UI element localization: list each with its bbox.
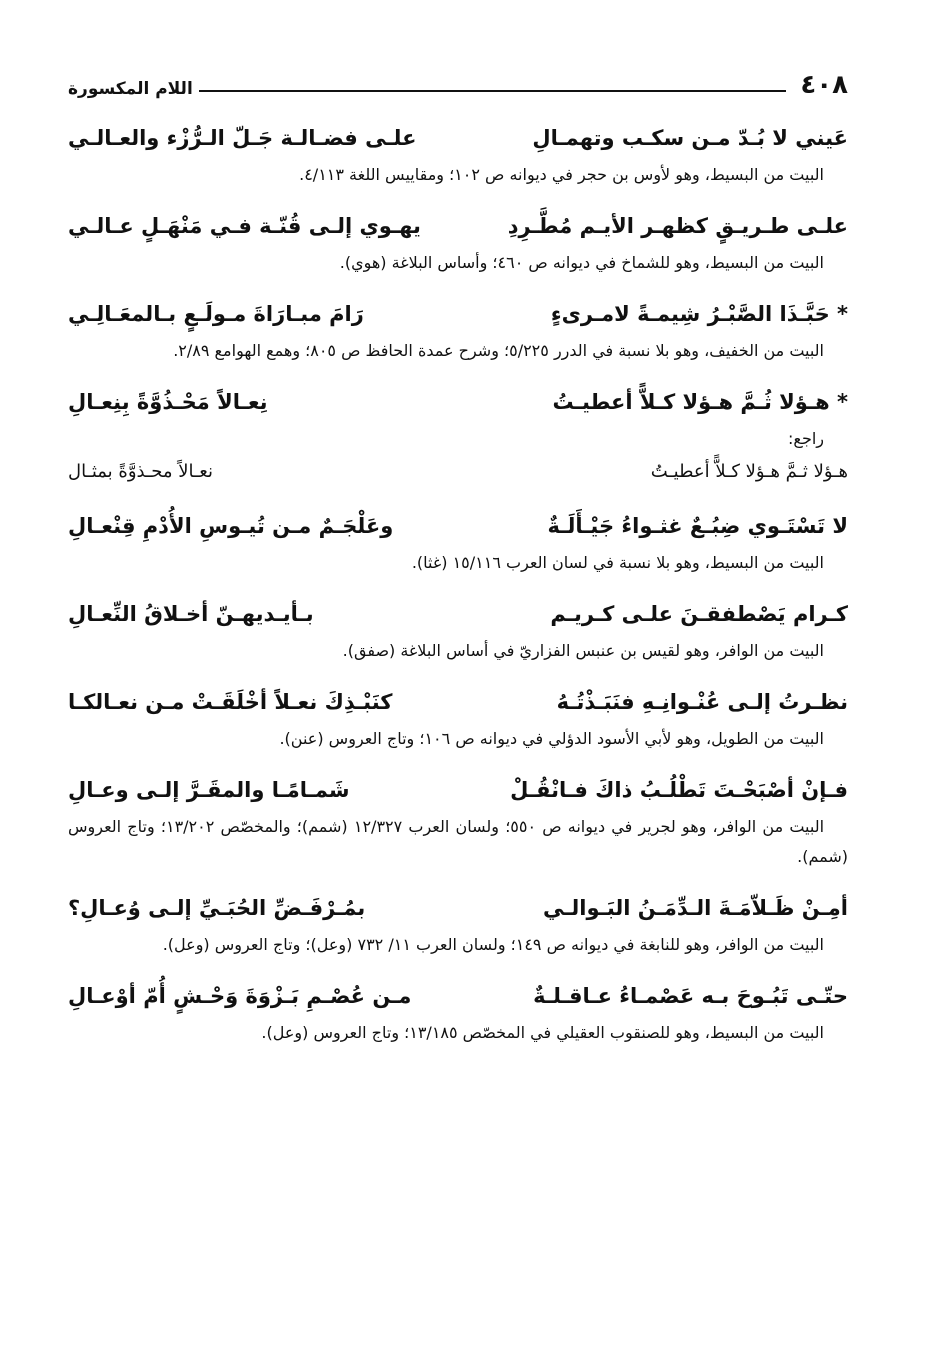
second-hemistich: علـى فضـالـة جَـلّ الـرُّزْء والعـالـي — [68, 126, 417, 150]
first-hemistich: كـرام يَصْطفقـنَ علـى كـريـم — [550, 602, 848, 626]
first-hemistich: حتّـى تَبُـوحَ بـه عَصْمـاءُ عـاقـلـةٌ — [533, 984, 848, 1008]
second-hemistich: رَامَ مبـارَاةَ مـولَـعٍ بـالمعَـالِـي — [68, 302, 364, 326]
referenced-verse-line — [68, 454, 848, 490]
verse-note: البيت من الوافر، وهو لقيس بن عنبس الفزاريّ في أساس البلاغة (صفق). — [342, 641, 824, 660]
second-hemistich: شَمـامًـا والمقَـرَّ إلـى وعـالِ — [68, 778, 350, 802]
first-hemistich: علـى طـريـقٍ كظهـر الأيـم مُطَّـرِدِ — [507, 214, 848, 238]
first-hemistich: عَيني لا بُـدّ مـن سكـب وتهمـالِ — [532, 126, 848, 150]
verse-line — [68, 380, 848, 424]
page-number: ٤٠٨ — [800, 70, 848, 100]
verse-note: البيت من الوافر، وهو للنابغة في ديوانه ص ١٤٩؛ ولسان العرب ١١/ ٧٣٢ (وعل)؛ وتاج العروس (وعل). — [162, 935, 824, 954]
second-hemistich: يهـوي إلـى قُنّـة فـي مَنْهَـلٍ عـالـي — [68, 214, 421, 238]
verse-entry — [68, 592, 848, 666]
verse-note: البيت من البسيط، وهو للصنقوب العقيلي في المخصّص ١٣/١٨٥؛ وتاج العروس (وعل). — [261, 1023, 824, 1042]
first-hemistich: لا تَسْتَـوي ضِبُـعٌ غثـواءُ جَيْـأَلَـةٌ — [547, 514, 848, 538]
verse-line — [68, 592, 848, 636]
first-hemistich: نظـرتُ إلـى عُنْـوانِـهِ فنَبَـذْتُـهُ — [556, 690, 848, 714]
running-title: اللام المكسورة — [68, 79, 193, 99]
first-hemistich: * حَبَّـذَا الصَّبْـرُ شِيمـةً لامـرىءٍ — [550, 302, 848, 326]
verse-line — [68, 768, 848, 812]
verse-note: البيت من البسيط، وهو بلا نسبة في لسان العرب ١٥/١١٦ (غثا). — [411, 553, 824, 572]
verse-line — [68, 886, 848, 930]
verse-entry — [68, 504, 848, 578]
second-hemistich: كنَبْـذِكَ نعـلاً أخْلَقَـتْ مـن نعـالكـا — [68, 690, 393, 714]
first-hemistich: أمِـنْ ظَـلاّمَـةَ الـدِّمَـنُ البَـوالـي — [542, 896, 848, 920]
first-hemistich: * هـؤلا ثُـمَّ هـؤلا كـلاًّ أعطيـتُ — [552, 390, 848, 414]
first-hemistich: هـؤلا ثـمَّ هـؤلا كـلاًّ أعطيـتُ — [650, 461, 848, 482]
book-page — [68, 58, 848, 1062]
verse-entry — [68, 886, 848, 960]
verse-line — [68, 680, 848, 724]
second-hemistich: نِعـالاً مَحْـذُوَّةً بِنِعـالِ — [68, 390, 268, 414]
second-hemistich: وعَلْجَـمٌ مـن تُيـوسِ الأُدْمِ قِنْعـالِ — [68, 514, 394, 538]
first-hemistich: فـإنْ أصْبَحْـتَ تَطْلُـبُ ذاكَ فـانْقُـلْ — [510, 778, 848, 802]
verse-entry — [68, 116, 848, 190]
verse-note: البيت من البسيط، وهو لأوس بن حجر في ديوانه ص ١٠٢؛ ومقاييس اللغة ٤/١١٣. — [299, 165, 824, 184]
second-hemistich: نعـالاً محـذوَّةً بمثـال — [68, 461, 213, 482]
verse-line — [68, 116, 848, 160]
verse-entry — [68, 974, 848, 1048]
verse-entry — [68, 380, 848, 490]
verse-line — [68, 204, 848, 248]
verse-entry — [68, 292, 848, 366]
verse-line — [68, 974, 848, 1018]
second-hemistich: مـن عُصْـمِ بَـزْوَةَ وَحْـشٍ أُمّ أوْعـالِ — [68, 984, 412, 1008]
verse-note: البيت من الوافر، وهو لجرير في ديوانه ص ٥٥٠؛ ولسان العرب ١٢/٣٢٧ (شمم)؛ والمخصّص ١٣/٢٠٢؛ وتاج العروس (شمم). — [68, 817, 848, 866]
verse-entry — [68, 680, 848, 754]
header-rule — [199, 90, 787, 92]
verse-entry — [68, 768, 848, 872]
verse-line — [68, 292, 848, 336]
second-hemistich: بـأيـديهـنّ أخـلاقُ النِّعـالِ — [68, 602, 314, 626]
verse-entry — [68, 204, 848, 278]
verse-note: البيت من البسيط، وهو للشماخ في ديوانه ص ٤٦٠؛ وأساس البلاغة (هوي). — [339, 253, 824, 272]
verse-line — [68, 504, 848, 548]
second-hemistich: بمُـرْفَـضِّ الحُبَـيِّ إلـى وُعـالِ؟ — [68, 896, 366, 920]
page-header — [68, 58, 848, 98]
cross-reference-label: راجع: — [788, 429, 824, 448]
verse-note: البيت من الخفيف، وهو بلا نسبة في الدرر ٥/٢٢٥؛ وشرح عمدة الحافظ ص ٨٠٥؛ وهمع الهوامع ٢/٨٩. — [173, 341, 824, 360]
verse-note: البيت من الطويل، وهو لأبي الأسود الدؤلي في ديوانه ص ١٠٦؛ وتاج العروس (عنن). — [279, 729, 824, 748]
